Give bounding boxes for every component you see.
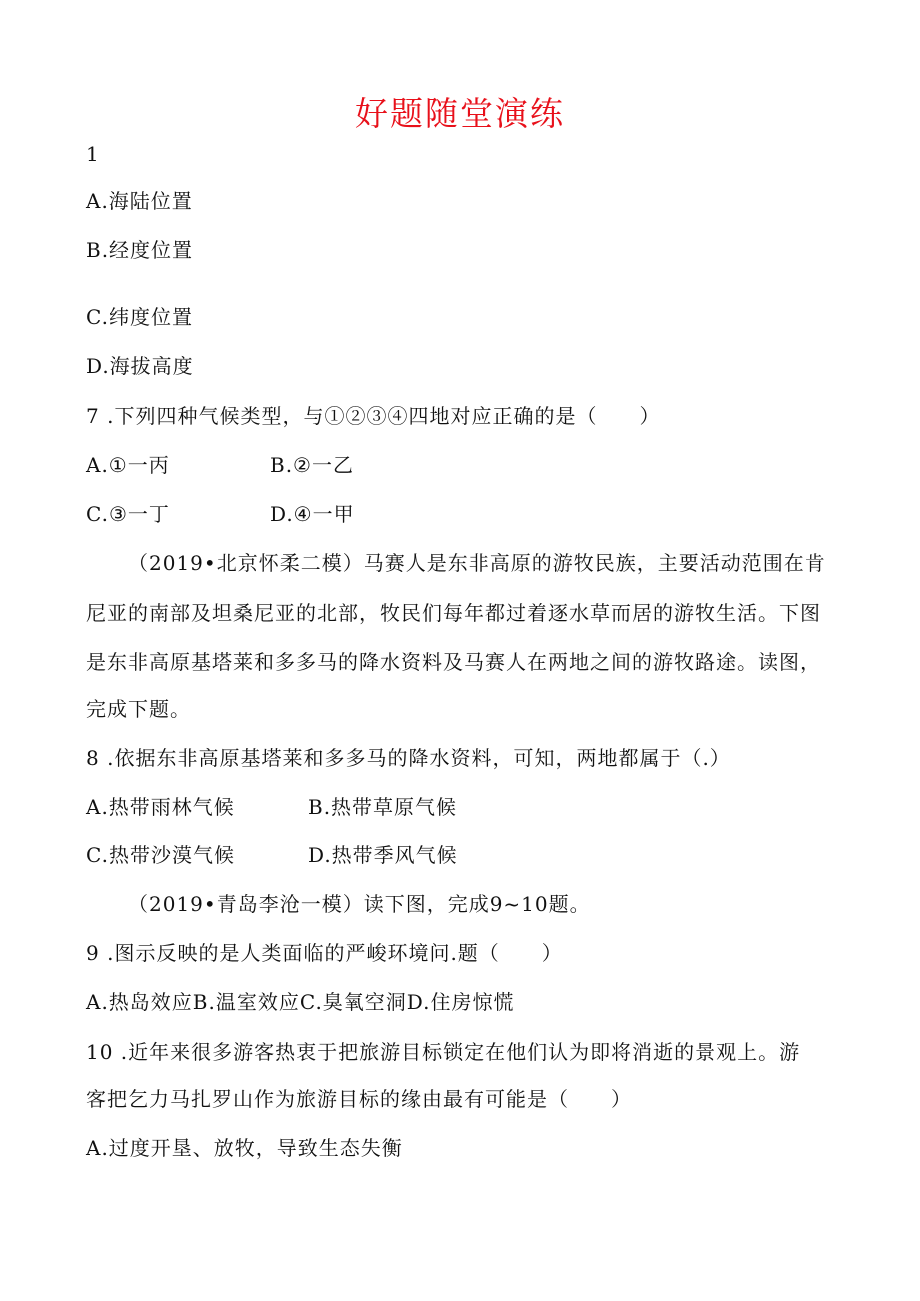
q1-option-d: D.海拔高度 <box>86 354 194 378</box>
passage-1-line-3: 是东非高原基塔莱和多多马的降水资料及马赛人在两地之间的游牧路途。读图， <box>86 650 821 674</box>
q10-option-a: A.过度开垦、放牧，导致生态失衡 <box>86 1136 403 1160</box>
q8-option-a: A.热带雨林气候 <box>86 795 235 819</box>
q7-option-d: D.④一甲 <box>270 502 355 526</box>
q9-stem: 9 .图示反映的是人类面临的严峻环境问.题（ ） <box>86 941 563 965</box>
q8-stem: 8 .依据东非高原基塔莱和多多马的降水资料，可知，两地都属于（.） <box>86 746 731 770</box>
q7-option-c: C.③一丁 <box>86 502 170 526</box>
passage-1-line-4: 完成下题。 <box>86 697 191 721</box>
passage-1-line-2: 尼亚的南部及坦桑尼亚的北部，牧民们每年都过着逐水草而居的游牧生活。下图 <box>86 601 821 625</box>
passage-2: （2019•青岛李沧一模）读下图，完成9~10题。 <box>128 892 591 916</box>
passage-1-line-1: （2019•北京怀柔二模）马赛人是东非高原的游牧民族，主要活动范围在肯 <box>128 551 826 575</box>
q7-stem: 7 .下列四种气候类型，与①②③④四地对应正确的是（ ） <box>86 404 661 428</box>
q1-option-a: A.海陆位置 <box>86 189 193 213</box>
page-title: 好题随堂演练 <box>355 94 565 133</box>
q10-stem-line-1: 10 .近年来很多游客热衷于把旅游目标锁定在他们认为即将消逝的景观上。游 <box>86 1040 801 1064</box>
q8-option-d: D.热带季风气候 <box>308 843 458 867</box>
q7-option-a: A.①一丙 <box>86 453 170 477</box>
q1-option-b: B.经度位置 <box>86 238 194 262</box>
q1-option-c: C.纬度位置 <box>86 305 193 329</box>
question-number-1: 1 <box>86 142 100 166</box>
q10-stem-line-2: 客把乞力马扎罗山作为旅游目标的缘由最有可能是（ ） <box>86 1087 632 1111</box>
q8-option-b: B.热带草原气候 <box>308 795 458 819</box>
q9-options: A.热岛效应B.温室效应C.臭氧空洞D.住房惊慌 <box>86 990 515 1014</box>
q7-option-b: B.②一乙 <box>270 453 354 477</box>
q8-option-c: C.热带沙漠气候 <box>86 843 235 867</box>
